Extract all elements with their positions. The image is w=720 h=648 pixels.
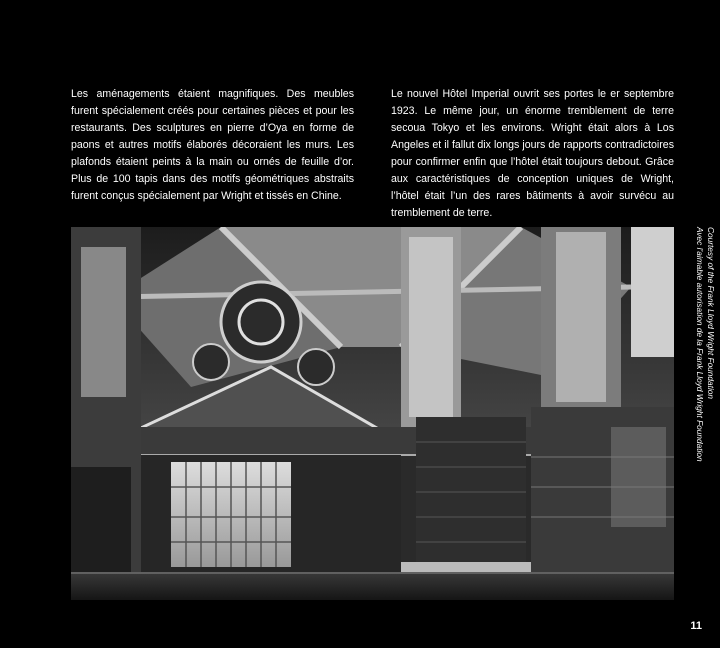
photo-credit-english: Courtesy of the Frank Lloyd Wright Foundation [706,227,716,400]
hotel-interior-photo [71,227,674,600]
photo-credit-french: Avec l’aimable autorisation de la Frank Lloyd Wright Foundation [695,227,705,462]
body-paragraph-right: Le nouvel Hôtel Imperial ouvrit ses portes le er septembre 1923. Le même jour, un énorme tremblement de terre secoua Tokyo et les environs. Wright était alors à Los Angeles et il fallut dix longs jours de rapports contradictoires pour confirmer enfin que l’hôtel était toujours debout. Grâce aux caractéristiques de conception uniques de Wright, l’hôtel était l’un des rares bâtiments à avoir survécu au tremblement de terre. [391,88,674,219]
body-paragraph-left: Les aménagements étaient magnifiques. Des meubles furent spécialement créés pour certaines pièces et pour les restaurants. Des sculptures en pierre d’Oya en forme de paons et autres motifs élaborés décoraient les murs. Les plafonds étaient peints à la main ou ornés de feuille d’or. Plus de 100 tapis dans des motifs géométriques abstraits furent conçus spécialement par Wright et tissés en Chine. [71,88,354,202]
page-number: 11 [690,620,702,632]
photo-credit [682,227,716,487]
